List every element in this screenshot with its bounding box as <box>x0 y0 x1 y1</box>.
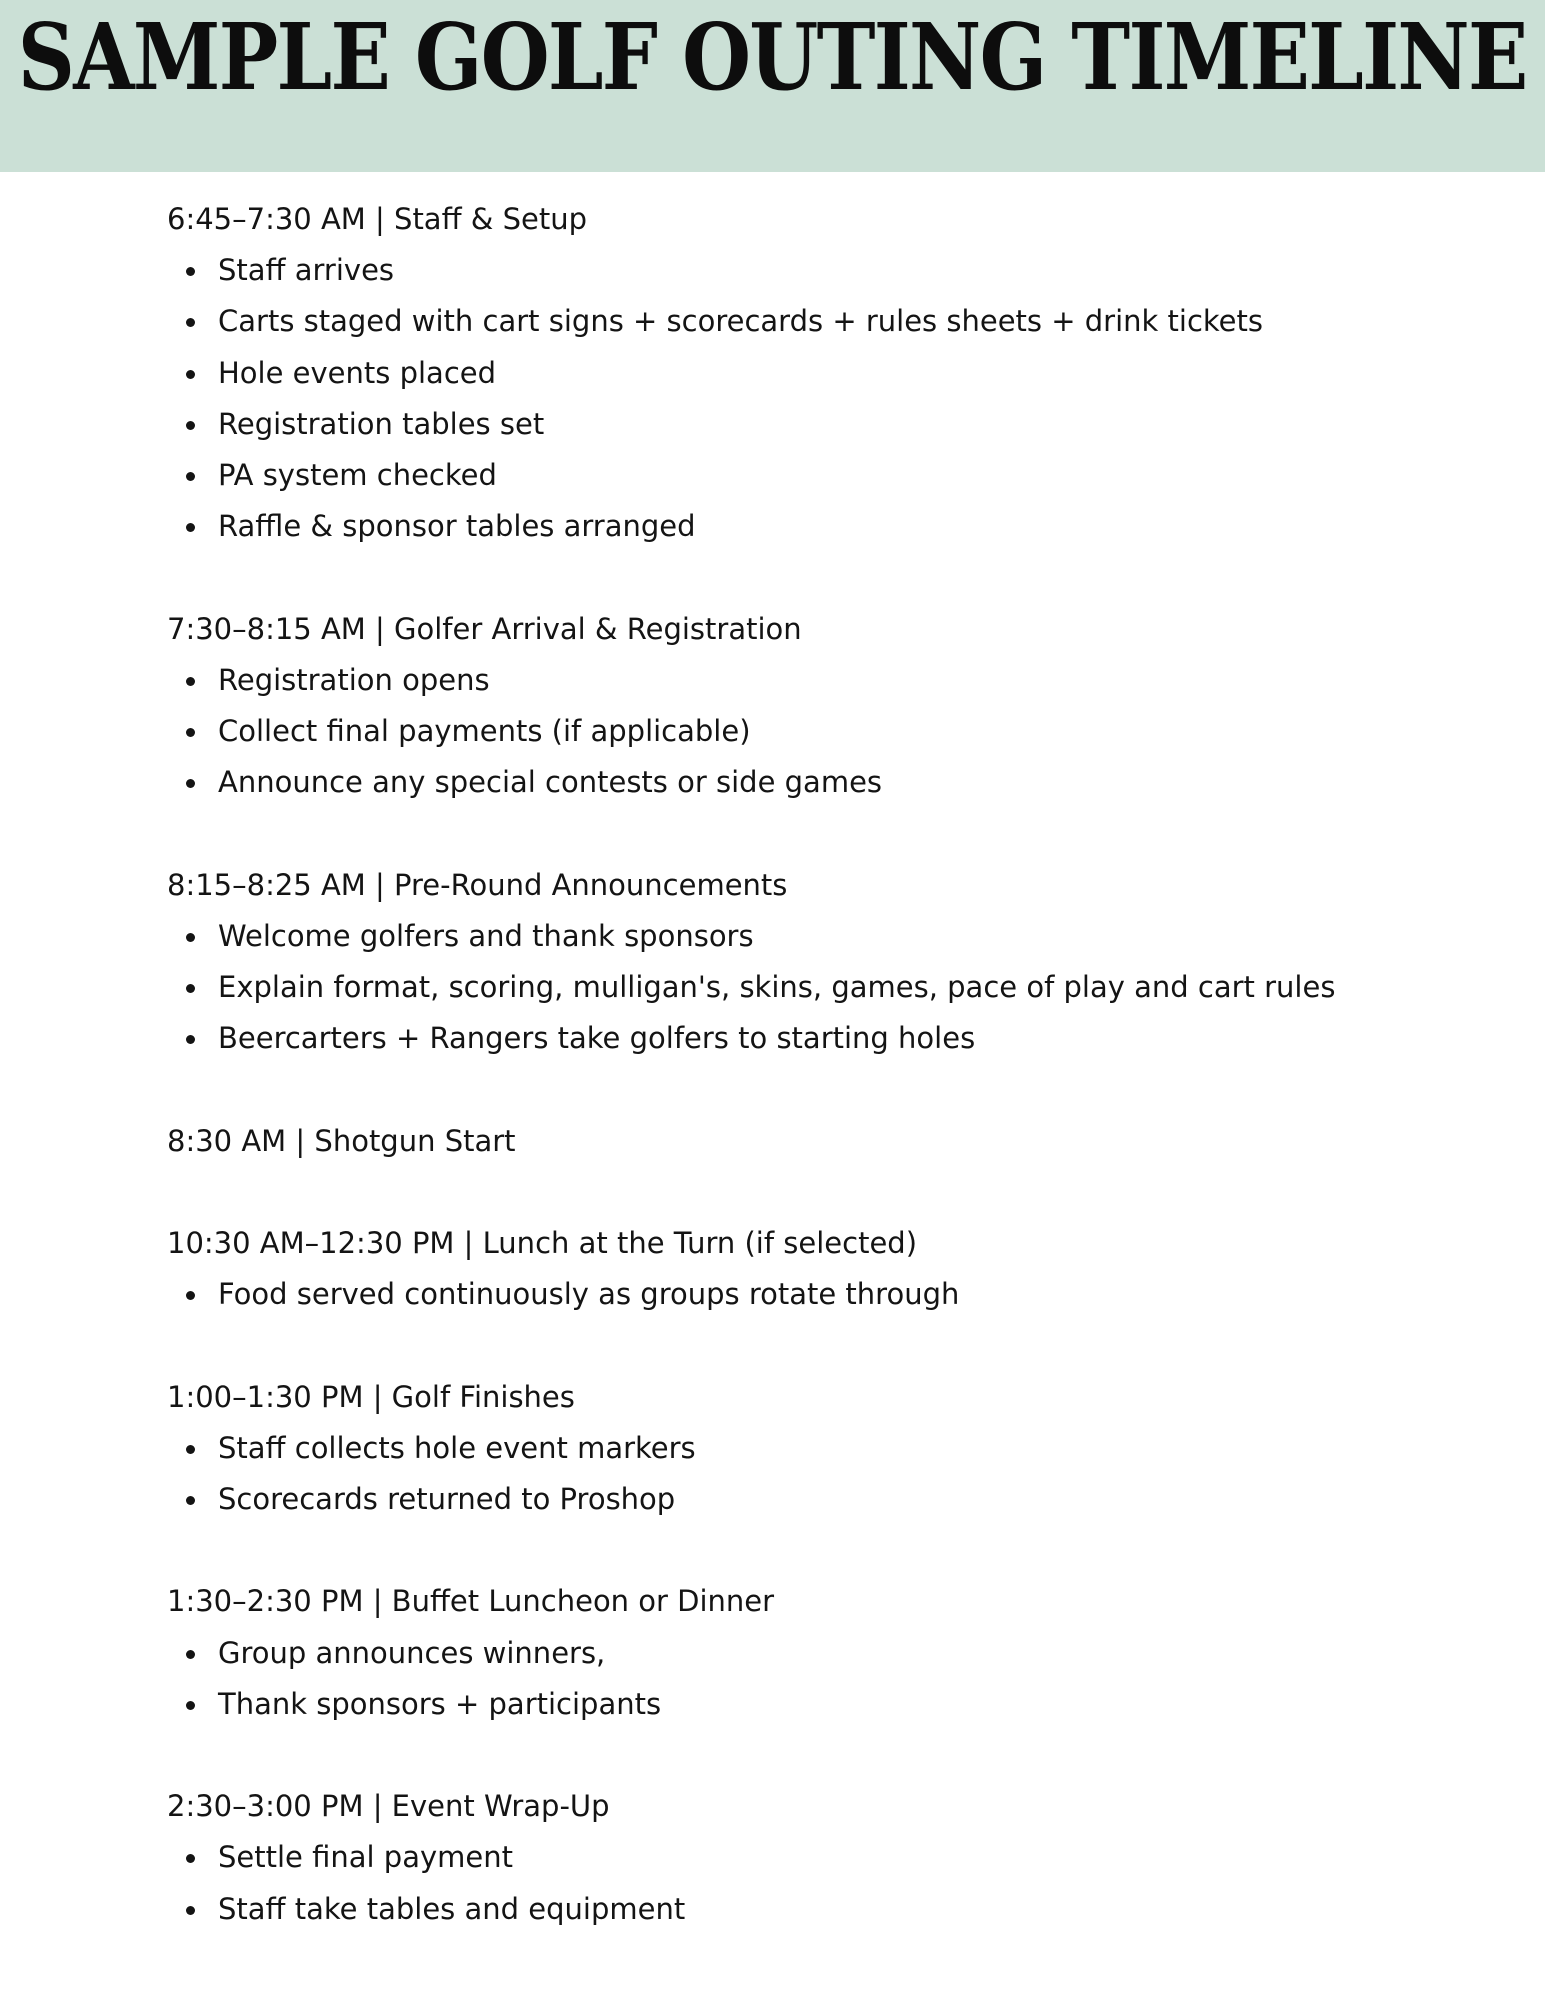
bullet-dot-icon <box>186 267 195 276</box>
bullet-text: PA system checked <box>218 458 497 493</box>
timeline-section <box>167 1218 1417 1320</box>
bullet-item <box>167 501 1417 552</box>
bullet-list <box>167 245 1417 552</box>
timeline-section <box>167 1781 1417 1935</box>
bullet-dot-icon <box>186 1650 195 1659</box>
bullet-item <box>167 296 1417 347</box>
title-banner <box>0 0 1545 172</box>
bullet-dot-icon <box>186 1906 195 1915</box>
timeline-section <box>167 1372 1417 1526</box>
bullet-item <box>167 450 1417 501</box>
section-header: 7:30–8:15 AM | Golfer Arrival & Registration <box>167 611 802 646</box>
bullet-dot-icon <box>186 1445 195 1454</box>
bullet-list <box>167 1628 1417 1730</box>
bullet-item <box>167 911 1417 962</box>
bullet-item <box>167 1628 1417 1679</box>
bullet-dot-icon <box>186 1701 195 1710</box>
bullet-list <box>167 911 1417 1065</box>
bullet-dot-icon <box>186 472 195 481</box>
bullet-dot-icon <box>186 370 195 379</box>
bullet-text: Raffle & sponsor tables arranged <box>218 509 696 544</box>
section-header: 8:30 AM | Shotgun Start <box>167 1123 516 1158</box>
timeline-section <box>167 1116 1417 1167</box>
section-header: 6:45–7:30 AM | Staff & Setup <box>167 202 588 236</box>
bullet-dot-icon <box>186 779 195 788</box>
bullet-list <box>167 655 1417 809</box>
bullet-text: Scorecards returned to Proshop <box>218 1482 676 1516</box>
timeline-section <box>167 604 1417 809</box>
bullet-dot-icon <box>186 1291 195 1300</box>
bullet-list <box>167 1832 1417 1934</box>
timeline-section <box>167 1576 1417 1730</box>
bullet-list <box>167 1269 1417 1320</box>
bullet-item <box>167 1474 1417 1525</box>
bullet-item <box>167 399 1417 450</box>
bullet-dot-icon <box>186 1035 195 1044</box>
bullet-text: Announce any special contests or side games <box>218 765 883 800</box>
bullet-text: Explain format, scoring, mulligan's, skins, games, pace of play and cart rules <box>218 970 1336 1005</box>
bullet-dot-icon <box>186 728 195 737</box>
bullet-text: Welcome golfers and thank sponsors <box>218 918 754 953</box>
bullet-dot-icon <box>186 1496 195 1505</box>
bullet-text: Registration opens <box>218 662 490 697</box>
bullet-text: Carts staged with cart signs + scorecards + rules sheets + drink tickets <box>218 304 1263 339</box>
bullet-item <box>167 1679 1417 1730</box>
bullet-text: Staff take tables and equipment <box>218 1891 686 1926</box>
bullet-text: Beercarters + Rangers take golfers to starting holes <box>218 1021 976 1056</box>
section-header: 10:30 AM–12:30 PM | Lunch at the Turn (if selected) <box>167 1226 918 1260</box>
bullet-dot-icon <box>186 523 195 532</box>
page-title: SAMPLE GOLF OUTING TIMELINE <box>18 3 1527 112</box>
timeline <box>167 194 1417 1986</box>
bullet-text: Registration tables set <box>218 406 545 441</box>
bullet-dot-icon <box>186 1854 195 1863</box>
bullet-item <box>167 245 1417 296</box>
section-header: 1:00–1:30 PM | Golf Finishes <box>167 1379 575 1414</box>
bullet-text: Staff collects hole event markers <box>218 1430 696 1465</box>
bullet-text: Food served continuously as groups rotate through <box>218 1277 960 1312</box>
bullet-item <box>167 706 1417 757</box>
bullet-text: Collect final payments (if applicable) <box>218 714 751 749</box>
bullet-dot-icon <box>186 318 195 327</box>
bullet-text: Group announces winners, <box>218 1635 606 1670</box>
bullet-list <box>167 1423 1417 1525</box>
bullet-item <box>167 1423 1417 1474</box>
bullet-item <box>167 1269 1417 1320</box>
bullet-text: Thank sponsors + participants <box>218 1686 662 1721</box>
section-header: 8:15–8:25 AM | Pre-Round Announcements <box>167 867 788 902</box>
bullet-item <box>167 1884 1417 1935</box>
bullet-dot-icon <box>186 677 195 686</box>
timeline-section <box>167 194 1417 552</box>
bullet-item <box>167 1832 1417 1883</box>
timeline-section <box>167 860 1417 1065</box>
bullet-text: Hole events placed <box>218 355 497 390</box>
bullet-text: Settle final payment <box>218 1840 513 1875</box>
bullet-dot-icon <box>186 984 195 993</box>
section-header: 2:30–3:00 PM | Event Wrap-Up <box>167 1789 610 1824</box>
bullet-text: Staff arrives <box>218 253 395 288</box>
bullet-item <box>167 757 1417 808</box>
bullet-item <box>167 348 1417 399</box>
bullet-item <box>167 1013 1417 1064</box>
bullet-dot-icon <box>186 421 195 430</box>
bullet-dot-icon <box>186 933 195 942</box>
section-header: 1:30–2:30 PM | Buffet Luncheon or Dinner <box>167 1584 775 1619</box>
bullet-item <box>167 655 1417 706</box>
bullet-item <box>167 962 1417 1013</box>
